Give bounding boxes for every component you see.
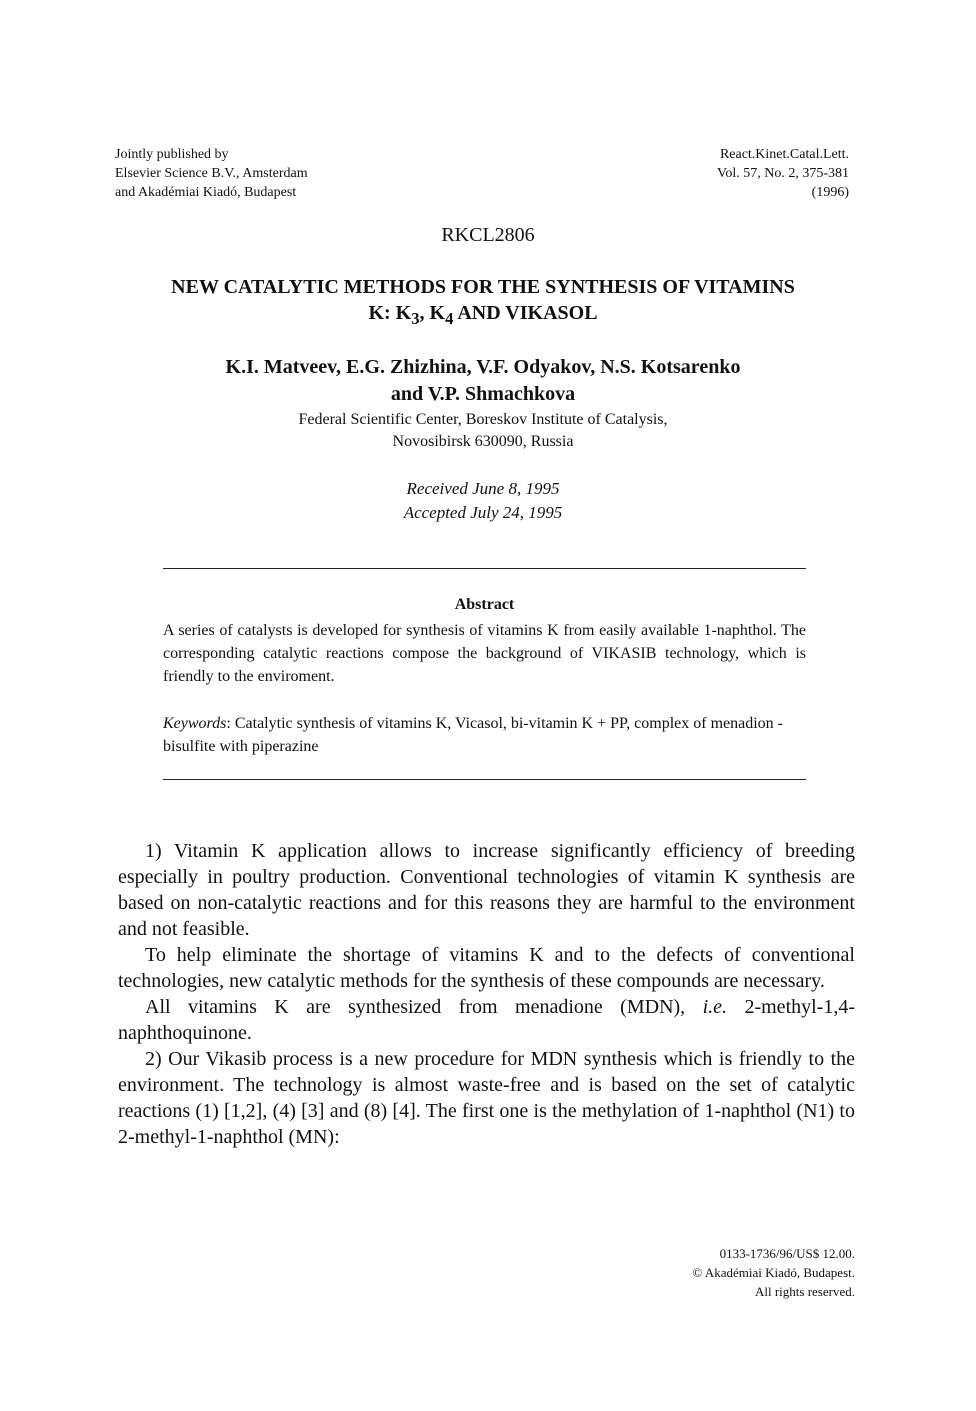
paper-code: RKCL2806 xyxy=(441,224,535,246)
divider-top xyxy=(163,568,806,569)
received-date: Received June 8, 1995 xyxy=(406,479,560,498)
keywords-label: Keywords xyxy=(163,715,227,732)
footer-line: © Akadémiai Kiadó, Budapest. xyxy=(692,1265,855,1280)
abstract-heading: Abstract xyxy=(454,596,515,613)
publisher-line: and Akadémiai Kiadó, Budapest xyxy=(115,185,297,200)
paragraph-2: To help eliminate the shortage of vitamins K and to the defects of conventional technologies, new catalytic methods for the synthesis of these compounds are necessary. xyxy=(118,944,855,992)
journal-line: Vol. 57, No. 2, 375-381 xyxy=(717,166,849,181)
authors-line-2: and V.P. Shmachkova xyxy=(390,383,576,405)
accepted-date: Accepted July 24, 1995 xyxy=(403,503,563,522)
publisher-line: Jointly published by xyxy=(115,147,229,162)
author-list xyxy=(140,354,826,408)
paragraph-4: 2) Our Vikasib process is a new procedure for MDN synthesis which is friendly to the environment. The technology is almost waste-free and is based on the set of catalytic reactions (1) [1,2], (4) [3] and (8) [4]. The first one is the methylation of 1-naphthol (N1) to 2-methyl-1-naphthol (MN): xyxy=(118,1048,855,1148)
paragraph-3: All vitamins K are synthesized from menadione (MDN), i.e. 2-methyl-1,4-naphthoquinone. xyxy=(118,996,855,1044)
abstract-text: A series of catalysts is developed for synthesis of vitamins K from easily available 1-naphthol. The corresponding catalytic reactions compose the background of VIKASIB technology, which is friendly to the enviroment. xyxy=(163,622,806,685)
keywords xyxy=(163,712,806,758)
affiliation-line-1: Federal Scientific Center, Boreskov Institute of Catalysis, xyxy=(298,411,668,428)
copyright-footer xyxy=(692,1244,855,1301)
paper-title xyxy=(100,274,866,332)
publisher-line: Elsevier Science B.V., Amsterdam xyxy=(115,166,308,181)
footer-line: All rights reserved. xyxy=(754,1284,855,1299)
title-line-1: NEW CATALYTIC METHODS FOR THE SYNTHESIS OF VITAMINS xyxy=(171,276,795,298)
footer-line: 0133-1736/96/US$ 12.00. xyxy=(719,1246,855,1261)
affiliation-line-2: Novosibirsk 630090, Russia xyxy=(392,433,574,450)
submission-dates xyxy=(140,477,826,525)
keywords-text: : Catalytic synthesis of vitamins K, Vicasol, bi-vitamin K + PP, complex of menadion - bisulfite with piperazine xyxy=(163,715,783,755)
publisher-info xyxy=(115,145,308,202)
journal-line: React.Kinet.Catal.Lett. xyxy=(719,147,849,162)
journal-line: (1996) xyxy=(811,185,849,200)
paragraph-1: 1) Vitamin K application allows to increase significantly efficiency of breeding especially in poultry production. Conventional technologies of vitamin K synthesis are based on non-catalytic reactions and for this reasons they are harmful to the environment and not feasible. xyxy=(118,840,855,940)
authors-line-1: K.I. Matveev, E.G. Zhizhina, V.F. Odyakov, N.S. Kotsarenko xyxy=(225,356,741,378)
divider-bottom xyxy=(163,779,806,780)
affiliation xyxy=(140,409,826,453)
title-line-2: K: $K_3$, $K_4$ AND VIKASOL xyxy=(368,302,598,328)
journal-citation xyxy=(717,145,849,202)
body-text xyxy=(118,838,855,1150)
